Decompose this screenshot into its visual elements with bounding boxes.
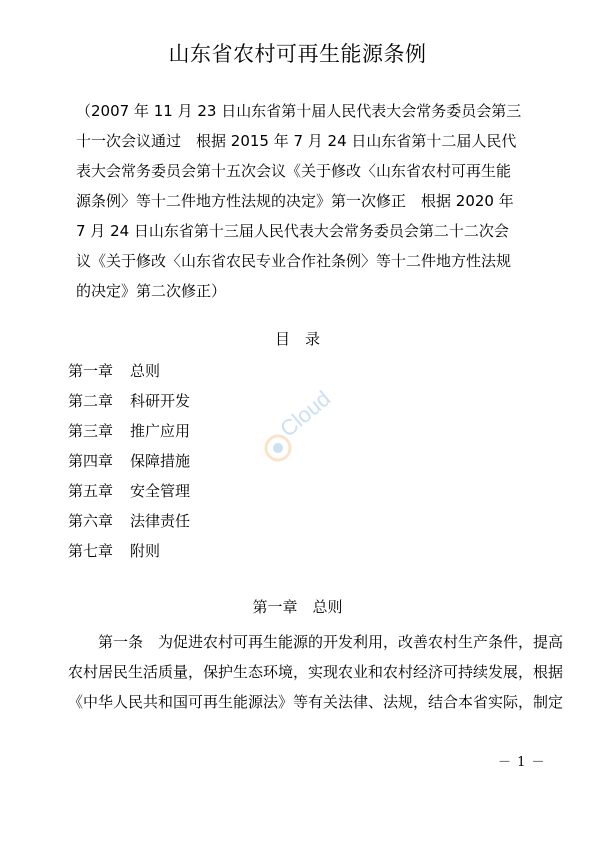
page-number: － 1 － [498,755,546,770]
toc-chapter-number: 第七章 [68,542,114,560]
watermark-text: Cloud [275,385,336,442]
chapter-heading: 第一章 总则 [252,598,343,616]
toc-chapter-name: 安全管理 [130,482,191,500]
toc-chapter-name: 总则 [130,362,161,380]
article-line: 农村居民生活质量，保护生态环境，实现农业和农村经济可持续发展，根据 [68,663,564,681]
toc-chapter-number: 第二章 [68,392,114,410]
toc-item [68,536,190,566]
article-body [68,627,564,717]
article-line: 第一条 为促进农村可再生能源的开发利用，改善农村生产条件，提高 [68,633,564,651]
document-preamble [76,96,538,306]
preamble-line: 7 月 24 日山东省第十三届人民代表大会常务委员会第二十二次会 [76,222,509,240]
cloud-logo-icon [258,380,348,470]
preamble-line: （2007 年 11 月 23 日山东省第十届人民代表大会常务委员会第三 [76,102,522,120]
preamble-line: 源条例〉等十二件地方性法规的决定》第一次修正 根据 2020 年 [76,192,514,210]
preamble-line: 表大会常务委员会第十五次会议《关于修改〈山东省农村可再生能 [76,162,512,180]
toc-item [68,416,190,446]
toc-chapter-number: 第一章 [68,362,114,380]
toc-chapter-number: 第四章 [68,452,114,470]
toc-heading: 目 录 [274,330,320,348]
toc-chapter-number: 第五章 [68,482,114,500]
toc-chapter-name: 法律责任 [130,512,191,530]
article-line: 《中华人民共和国可再生能源法》等有关法律、法规，结合本省实际，制定 [68,693,564,711]
toc-chapter-name: 附则 [130,542,161,560]
preamble-line: 议《关于修改〈山东省农民专业合作社条例〉等十二件地方性法规 [76,252,512,270]
toc-item [68,386,190,416]
toc-item [68,476,190,506]
toc-chapter-name: 保障措施 [130,452,191,470]
preamble-line: 的决定》第二次修正） [76,282,227,300]
toc-item [68,446,190,476]
document-title: 山东省农村可再生能源条例 [168,42,427,66]
toc-chapter-name: 科研开发 [130,392,191,410]
toc-item [68,506,190,536]
toc-item [68,356,190,386]
toc-chapter-name: 推广应用 [130,422,191,440]
toc-chapter-number: 第六章 [68,512,114,530]
toc-chapter-number: 第三章 [68,422,114,440]
table-of-contents [68,356,190,566]
preamble-line: 十一次会议通过 根据 2015 年 7 月 24 日山东省第十二届人民代 [76,132,517,150]
